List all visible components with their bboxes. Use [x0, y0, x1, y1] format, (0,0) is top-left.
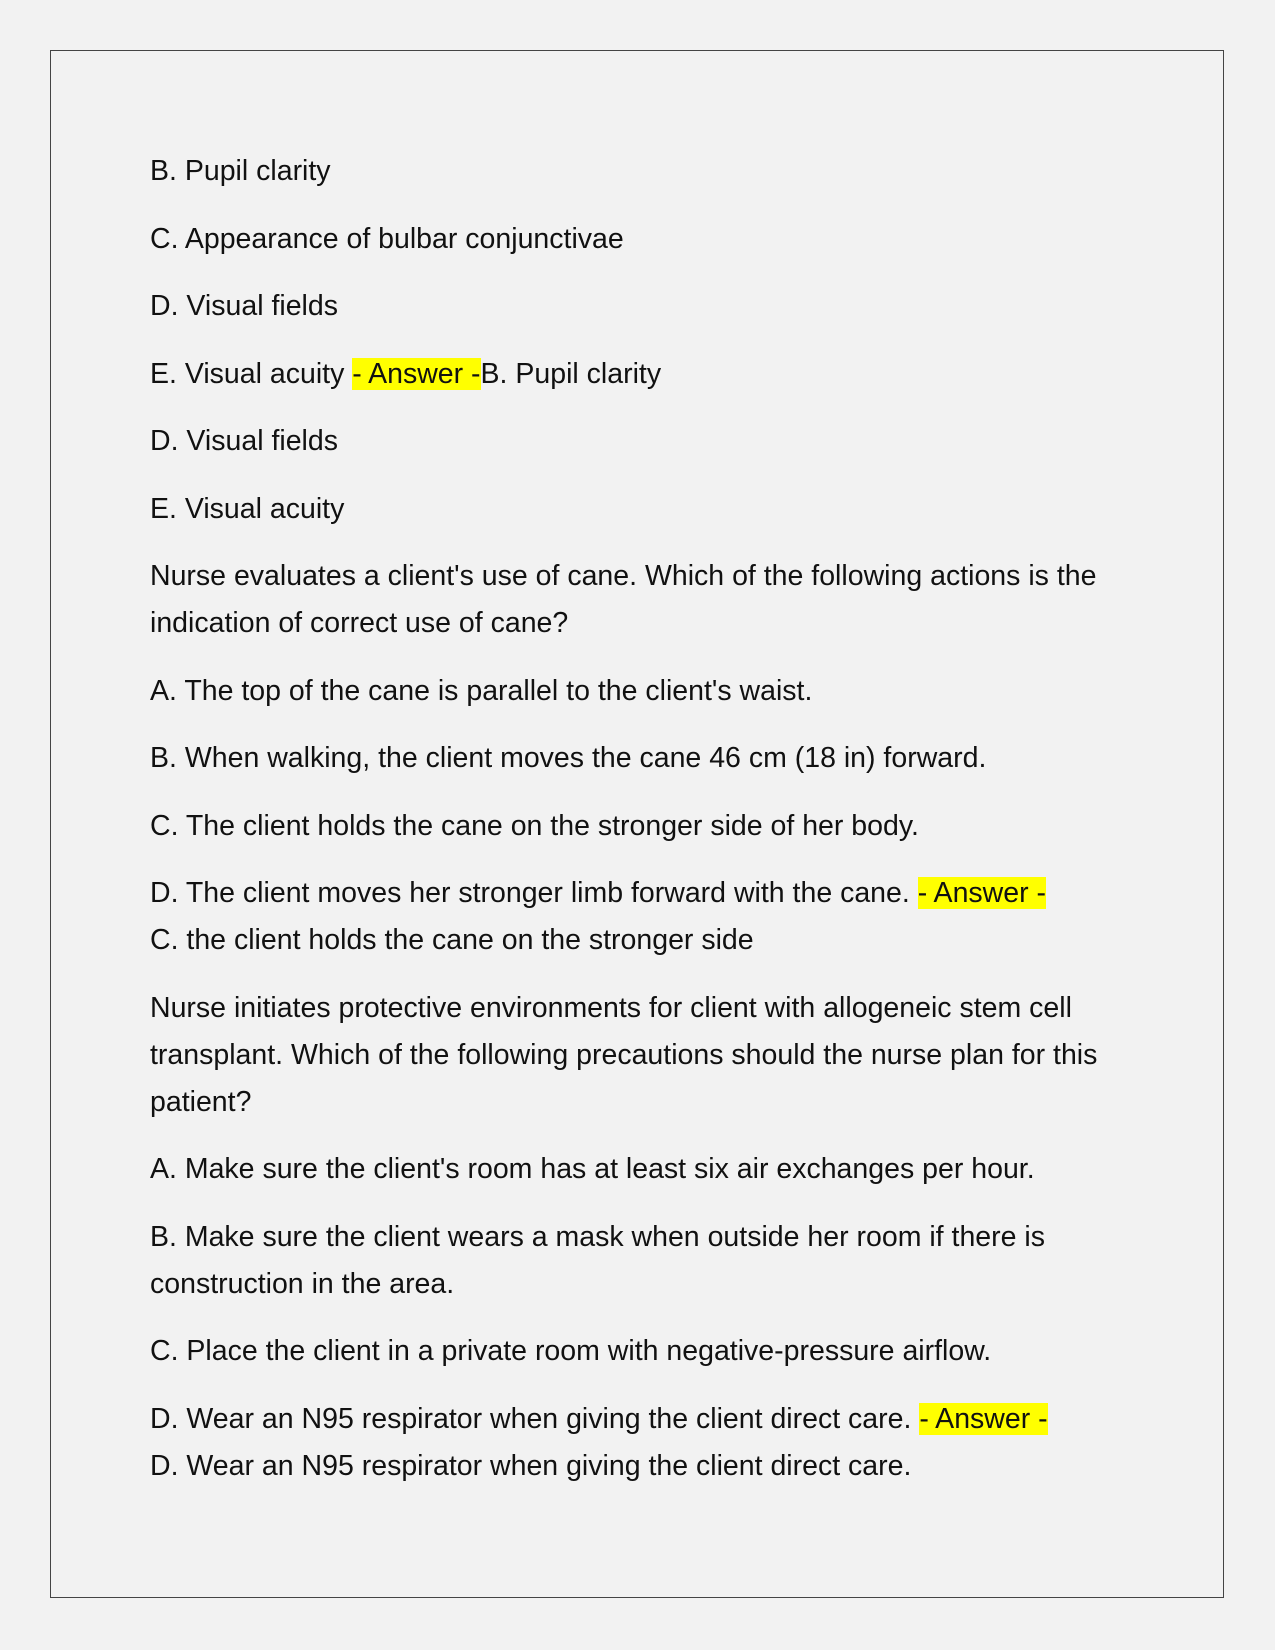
paragraph-text: B. When walking, the client moves the cane 46 cm (18 in) forward.: [150, 742, 987, 774]
cane-option-d-with-answer: [150, 870, 1130, 964]
paragraph-text: D. Visual fields: [150, 290, 338, 322]
cane-option-c: [150, 803, 1130, 850]
paragraph-text: A. The top of the cane is parallel to the client's waist.: [150, 674, 813, 707]
paragraph-text: C. The client holds the cane on the stronger side of her body.: [150, 809, 919, 842]
precaution-option-b: [150, 1214, 1130, 1308]
paragraph-text: E. Visual acuity: [150, 357, 353, 390]
option-c-bulbar-conjunctivae: [150, 216, 1130, 263]
question-protective-environment: [150, 985, 1130, 1126]
paragraph-text: C. Place the client in a private room with negative-pressure airflow.: [150, 1335, 992, 1367]
question-cane-use: [150, 553, 1130, 647]
answer-text: B. Pupil clarity: [480, 357, 662, 390]
cane-option-b: [150, 735, 1130, 782]
answer-highlight: - Answer -: [352, 357, 481, 390]
document-body: [150, 148, 1130, 1510]
answer-highlight: - Answer -: [919, 1402, 1048, 1435]
paragraph-text: C. Appearance of bulbar conjunctivae: [150, 222, 624, 255]
answer-e-visual-acuity: [150, 486, 1130, 533]
option-d-visual-fields: [150, 283, 1130, 330]
answer-highlight: - Answer -: [917, 877, 1046, 909]
precaution-option-c: [150, 1328, 1130, 1375]
cane-option-a: [150, 668, 1130, 715]
precaution-option-a: [150, 1146, 1130, 1193]
precaution-option-d-with-answer: [150, 1396, 1130, 1490]
paragraph-text: D. Visual fields: [150, 425, 338, 457]
answer-text: C. the client holds the cane on the stronger side: [150, 924, 754, 956]
answer-text: D. Wear an N95 respirator when giving the client direct care.: [150, 1449, 912, 1482]
answer-d-visual-fields: [150, 418, 1130, 465]
paragraph-text: E. Visual acuity: [150, 492, 345, 525]
question-text: Nurse evaluates a client's use of cane. Which of the following actions is the indication of correct use of cane?: [150, 560, 1097, 639]
paragraph-text: D. Wear an N95 respirator when giving the client direct care.: [150, 1402, 920, 1435]
paragraph-text: A. Make sure the client's room has at least six air exchanges per hour.: [150, 1153, 1035, 1185]
question-text: Nurse initiates protective environments for client with allogeneic stem cell transplant. Which of the following precautions should the nurse plan for this patient?: [150, 991, 1098, 1118]
paragraph-text: D. The client moves her stronger limb forward with the cane.: [150, 877, 918, 909]
paragraph-text: B. Make sure the client wears a mask when outside her room if there is construction in the area.: [150, 1220, 1045, 1300]
paragraph-text: B. Pupil clarity: [150, 155, 331, 187]
option-b-pupil-clarity: [150, 148, 1130, 195]
option-e-visual-acuity-with-answer: [150, 351, 1130, 398]
